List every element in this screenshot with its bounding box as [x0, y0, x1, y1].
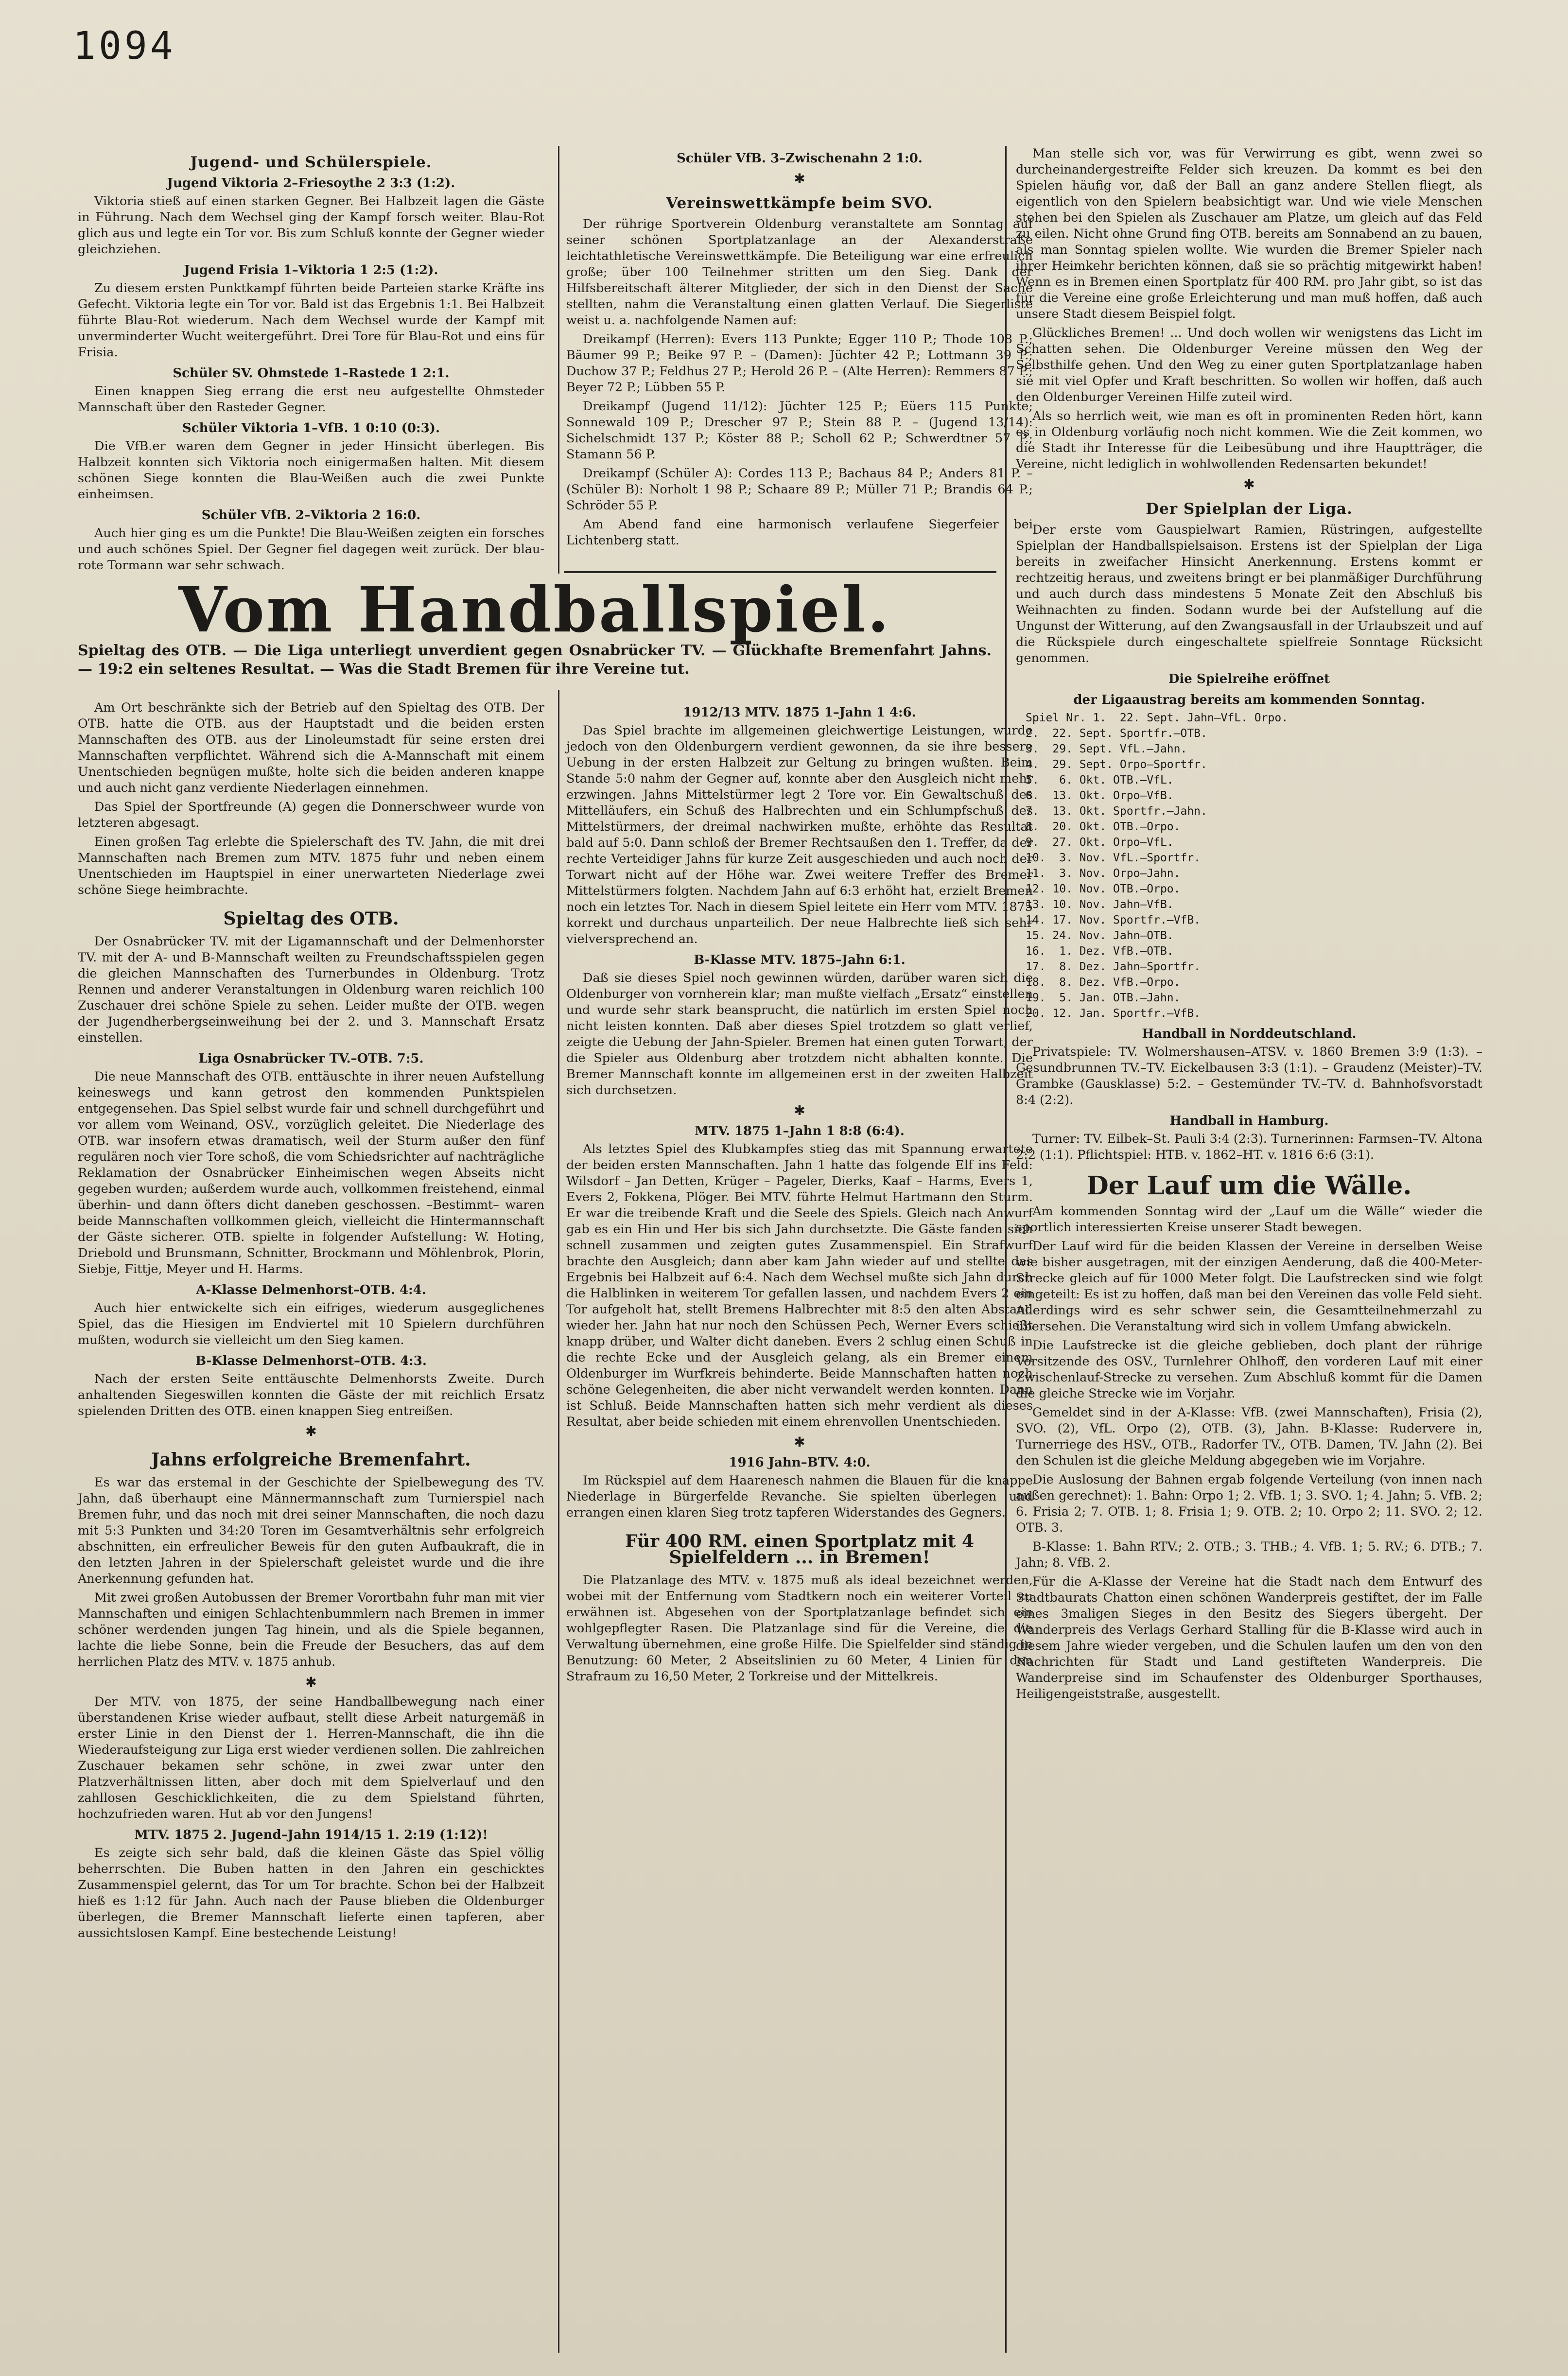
section-title: Jahns erfolgreiche Bremenfahrt.: [151, 1450, 471, 1470]
schedule-row: 20. 12. Jan. Sportfr.–VfB.: [1026, 1007, 1201, 1020]
game-text: Viktoria stieß auf einen starken Gegner. Bei Halbzeit lagen die Gäste in Führung. Nach dem Wechsel ging der Kampf forsch weiter. Blau-Rot glich aus und legte ein Tor vor. Bis zum Schluß konnte der Gegner wieder gleichziehen.: [78, 194, 544, 257]
left-column-top: [78, 146, 544, 573]
game-text: Auch hier ging es um die Punkte! Die Blau-Weißen zeigten ein forsches und auch schönes Spiel. Der Gegner fiel dagegen weit zurück. Der blau-rote Tormann war sehr schwach.: [78, 526, 544, 573]
column-rule-1: [558, 146, 559, 574]
paragraph: Auch hier entwickelte sich ein eifriges, wiederum ausgeglichenes Spiel, das die Hiesigen im Endviertel mit 10 Spielern durchführen mußten, wodurch sie vielleicht um den Sieg kamen.: [78, 1301, 544, 1347]
schedule-row: 16. 1. Dez. VfB.–OTB.: [1026, 945, 1174, 958]
page-number: 1094: [73, 24, 176, 68]
paragraph: Am Ort beschränkte sich der Betrieb auf den Spieltag des OTB. Der OTB. hatte die OTB. aus der Hauptstadt und die beiden ersten Mannschaften des OTB. aus der Linoleumstadt für seine ersten drei Mannschaften verpflichtet. Während sich die A-Mannschaft mit einem Unentschieden begnügen mußte, holte sich die beiden anderen knappe und auch nicht ganz verdiente Niederlagen einnehmen.: [78, 700, 544, 795]
paragraph: Die Platzanlage des MTV. v. 1875 muß als ideal bezeichnet werden, wobei mit der Entfernung vom Stadtkern noch ein weiterer Vorteil zu erwähnen ist. Abgesehen von der Sportplatzanlage befindet sich ein wohlgepflegter Rasen. Die Platzanlage sind für die Vereine, die die Verwaltung übernehmen, eine große Hilfe. Die Spielfelder sind ständig in Benutzung: 60 Meter, 2 Abseitslinien zu 60 Meter, 4 Linien für den Strafraum zu 16,50 Meter, 2 Torkreise und der Mittelkreis.: [566, 1573, 1033, 1684]
paragraph: Mit zwei großen Autobussen der Bremer Vorortbahn fuhr man mit vier Mannschaften und einigen Schlachtenbummlern nach Bremen in immer schöner werdenden jungen Tag hinein, und als die Spiele begannen, lachte die liebe Sonne, bein die Freude der Besuchers, das auf dem herrlichen Platz des MTV. v. 1875 anhub.: [78, 1590, 544, 1669]
game-title: Schüler VfB. 2–Viktoria 2 16:0.: [201, 508, 421, 523]
banner-rule-top: [564, 571, 996, 573]
section-title: Handball in Hamburg.: [1169, 1114, 1329, 1128]
schedule-list: [1026, 710, 1482, 1021]
paragraph: Es zeigte sich sehr bald, daß die kleinen Gäste das Spiel völlig beherrschten. Die Buben hatten in den Jahren ein geschicktes Zusammenspiel gelernt, das Tor um Tor brachte. Schon bei der Halbzeit hieß es 1:12 für Jahn. Auch nach der Pause blieben die Oldenburger überlegen, die Bremer Mannschaft lieferte einen tapferen, aber aussichtslosen Kampf. Eine bestechende Leistung!: [78, 1846, 544, 1940]
section-title: Handball in Norddeutschland.: [1142, 1027, 1357, 1041]
schedule-row: 17. 8. Dez. Jahn–Sportfr.: [1026, 961, 1201, 973]
paragraph: Nach der ersten Seite enttäuschte Delmenhorsts Zweite. Durch anhaltenden Siegeswillen konnten die Gäste der mit reichlich Ersatz spielenden Dritten des OTB. einen knappen Sieg entreißen.: [78, 1372, 544, 1418]
separator-star: ✱: [305, 1674, 317, 1690]
paragraph: B-Klasse: 1. Bahn RTV.; 2. OTB.; 3. THB.; 4. VfB. 1; 5. RV.; 6. DTB.; 7. Jahn; 8. VfB. 2.: [1016, 1539, 1482, 1570]
paragraph: Der Lauf wird für die beiden Klassen der Vereine in derselben Weise wie bisher ausgetragen, mit der einzigen Aenderung, daß die 400-Meter-Strecke gleich auf für 1000 Meter folgt. Die Laufstrecken sind wie folgt eingeteilt: Es ist zu hoffen, daß man bei den Vereinen das volle Feld sieht. Allerdings wird es sehr schwer sein, die Gesamtteilnehmerzahl zu übersehen. Die Veranstaltung wird sich in vollem Umfang abwickeln.: [1016, 1239, 1482, 1334]
game-title: A-Klasse Delmenhorst–OTB. 4:4.: [196, 1283, 426, 1297]
game-title: 1916 Jahn–BTV. 4:0.: [729, 1455, 871, 1470]
paragraph: Man stelle sich vor, was für Verwirrung es gibt, wenn zwei so durcheinandergestreifte Felder sich kreuzen. Da kommt es bei den Spielen häufig vor, daß der Ball an ganz andere Stellen fliegt, als eigentlich von den Spielern beabsichtigt war. Und wie viele Menschen stehen bei den Spielen als Zuschauer am Platze, um gleich auf das Feld zu eilen. Nicht ohne Grund fing OTB. bereits am Sonnabend an zu bauen, als man Sonntag spielen wollte. Wie wurden die Bremer Spieler nach ihrer Heimkehr berichten können, daß sie so prächtig mitgewirkt haben! Wenn es in Bremen einen Sportplatz für 400 RM. pro Jahr gibt, so ist das für die Vereine eine große Erleichterung und man muß hoffen, daß auch unsere Stadt diesem Beispiel folgt.: [1016, 146, 1482, 321]
schedule-row: 6. 13. Okt. Orpo–VfB.: [1026, 789, 1174, 802]
handball-banner: Vom Handballspiel.: [178, 574, 891, 646]
handball-left-column: [78, 700, 544, 2353]
paragraph: Das Spiel der Sportfreunde (A) gegen die Donnerschweer wurde von letzteren abgesagt.: [78, 800, 544, 830]
game-title: Schüler SV. Ohmstede 1–Rastede 1 2:1.: [173, 366, 450, 381]
schedule-row: 8. 20. Okt. OTB.–Orpo.: [1026, 821, 1181, 833]
schedule-row: 7. 13. Okt. Sportfr.–Jahn.: [1026, 805, 1207, 818]
game-title: Liga Osnabrücker TV.–OTB. 7:5.: [198, 1051, 424, 1066]
separator-star: ✱: [794, 1102, 805, 1118]
game-title: Jugend Frisia 1–Viktoria 1 2:5 (1:2).: [184, 263, 438, 278]
paragraph: Privatspiele: TV. Wolmershausen–ATSV. v. 1860 Bremen 3:9 (1:3). – Gesundbrunnen TV.–TV. Eickelbausen 3:3 (1:1). – Graudenz (Meister)–TV. Grambke (Gausklasse) 5:2. – Gestemünder TV.–TV. d. Bahnhofsvorstadt 8:4 (2:2).: [1016, 1045, 1482, 1107]
separator-star: ✱: [1243, 476, 1255, 492]
paragraph: Als so herrlich weit, wie man es oft in prominenten Reden hört, kann es in Oldenburg vorläufig noch nicht kommen. Wie die Zeit kommen, wo die Stadt ihr Interesse für die Leibesübung und ihre Hauptträger, die Vereine, nicht lediglich in wohlwollenden Redensarten bekundet!: [1016, 409, 1482, 472]
schedule-subtitle: der Ligaaustrag bereits am kommenden Sonntag.: [1073, 693, 1425, 707]
paragraph: Der erste vom Gauspielwart Ramien, Rüstringen, aufgestellte Spielplan der Handballspielsaison. Erstens ist der Spielplan der Liga bereits in zweifacher Hinsicht Anerkennung. Erstens kommt er rechtzeitig heraus, und zweitens bringt er bei planmäßiger Durchführung und auch durch dass mindestens 5 Monate Zeit den Abschluß bis Weihnachten zu finden. Sodann wurde bei der Aufstellung auf die Ungunst der Witterung, auf den Zwangsausfall in der Urlaubszeit und auf die Rückspiele durch eingeschaltete spielfreie Sonntage Rücksicht genommen.: [1016, 523, 1482, 665]
game-text: Die VfB.er waren dem Gegner in jeder Hinsicht überlegen. Bis Halbzeit konnten sich Viktoria noch einigermaßen halten. Mit diesem schönen Siege konnten die Blau-Weißen auch die zwei Punkte einheimsen.: [78, 439, 544, 502]
club-competition-heading: Vereinswettkämpfe beim SVO.: [666, 194, 933, 212]
game-title: B-Klasse MTV. 1875–Jahn 6:1.: [694, 953, 906, 967]
walle-title: Der Lauf um die Wälle.: [1086, 1171, 1412, 1201]
paragraph: Es war das erstemal in der Geschichte der Spielbewegung des TV. Jahn, daß überhaupt eine Männermannschaft zum Turnierspiel nach Bremen fuhr, und das noch mit drei seiner Mannschaften, die noch dazu mit 5:3 Punkten und 34:20 Toren im Gesamtverhältnis sehr erfolgreich abschnitten, ein erfreulicher Beweis für den guten Aufbaukraft, die in den letzten Jahren in der Spielerschaft geleistet wurde und die ihre Anerkennung gefunden hat.: [78, 1475, 544, 1586]
schedule-row: 4. 29. Sept. Orpo–Sportfr.: [1026, 758, 1207, 771]
schedule-row: 11. 3. Nov. Orpo–Jahn.: [1026, 867, 1181, 880]
separator-star: ✱: [305, 1423, 317, 1439]
paragraph: Am Abend fand eine harmonisch verlaufene Siegerfeier bei Lichtenberg statt.: [566, 517, 1033, 548]
schedule-row: 14. 17. Nov. Sportfr.–VfB.: [1026, 914, 1201, 926]
paragraph: Gemeldet sind in der A-Klasse: VfB. (zwei Mannschaften), Frisia (2), SVO. (2), VfL. Orpo (2), OTB. (3), Jahn. B-Klasse: Rudervere in, Turnerriege des HSV., OTB., Radorfer TV., OTB. Damen, TV. Jahn (2). Bei den Schulen ist die gleiche Meldung abgegeben wie im Vorjahre.: [1016, 1405, 1482, 1468]
schedule-row: 15. 24. Nov. Jahn–OTB.: [1026, 929, 1174, 942]
paragraph: Der MTV. von 1875, der seine Handballbewegung nach einer überstandenen Krise wieder aufbaut, stellt diese Arbeit naturgemäß in erster Linie in den Dienst der 1. Herren-Mannschaft, die ihn die Wiederaufsteigung zur Liga erst wieder verdienen sollen. Die zahlreichen Zuschauer bekamen sehr schöne, in zwei zwar unter den Platzverhältnissen litten, aber doch mit dem Spielverlauf und den zahllosen Geschicklichkeiten, die zu dem Spielstand führten, hochzufrieden waren. Hut ab vor den Jungens!: [78, 1695, 544, 1821]
schedule-row: 18. 8. Dez. VfB.–Orpo.: [1026, 976, 1181, 989]
paragraph: Dreikampf (Schüler A): Cordes 113 P.; Bachaus 84 P.; Anders 81 P. – (Schüler B): Norholt 1 98 P.; Schaare 89 P.; Müller 71 P.; Brandis 64 P.; Schröder 55 P.: [566, 466, 1033, 513]
schedule-row: 5. 6. Okt. OTB.–VfL.: [1026, 774, 1174, 786]
game-title: B-Klasse Delmenhorst–OTB. 4:3.: [195, 1354, 427, 1368]
schedule-row: 13. 10. Nov. Jahn–VfB.: [1026, 898, 1174, 911]
game-title: MTV. 1875 2. Jugend–Jahn 1914/15 1. 2:19 (1:12)!: [134, 1828, 488, 1842]
paragraph: Daß sie dieses Spiel noch gewinnen würden, darüber waren sich die Oldenburger von vornherein klar; man mußte vielfach „Ersatz“ einstellen und wurde sehr stark beansprucht, die natürlich im ersten Spiel noch nicht leisten konnten. Daß aber dieses Spiel trotzdem so glatt verlief, zeigte die Uebung der Jahn-Spieler. Bremen hat einen guten Torwart, der die Spieler aus Oldenburg aber trotzdem nicht abhalten konnte. Die Bremer Mannschaft konnte im allgemeinen erst in der zweiten Halbzeit sich durchsetzen.: [566, 971, 1033, 1098]
paragraph: Turner: TV. Eilbek–St. Pauli 3:4 (2:3). Turnerinnen: Farmsen–TV. Altona 2:2 (1:1). Pflichtspiel: HTB. v. 1862–HT. v. 1816 6:6 (3:1).: [1016, 1132, 1482, 1162]
paragraph: Das Spiel brachte im allgemeinen gleichwertige Leistungen, wurde jedoch von den Oldenburgern verdient gewonnen, da sie ihre bessere Uebung in der ersten Halbzeit zur Geltung zu bringen wußten. Beim Stande 5:0 nahm der Gegner auf, konnte aber den Ausgleich nicht mehr erzwingen. Jahns Mittelstürmer legt 2 Tore vor. Ein Gewaltschuß des Mittelläufers, ein Schuß des Halbrechten und ein Schlumpfschuß des Mittelstürmers, der dreimal nachwirken mußte, erhöhte das Resultat bald auf 5:0. Dann schloß der Bremer Rechtsaußen den 1. Treffer, da der rechte Verteidiger Jahns für kurze Zeit ausgeschieden und auch noch der Torwart nicht auf der Höhe war. Zwei weitere Treffer des Bremer Mittelstürmers folgten. Nachdem Jahn auf 6:3 erhöht hat, erzielt Bremen noch ein letztes Tor. Nach in diesem Spiel leitete ein Herr vom MTV. 1875 korrekt und durchaus unparteilich. Der neue Halbrechte ließ sich sehr vielversprechend an.: [566, 723, 1033, 946]
paragraph: Einen großen Tag erlebte die Spielerschaft des TV. Jahn, die mit drei Mannschaften nach Bremen zum MTV. 1875 fuhr und neben einem Unentschieden im Hauptspiel in einer unerwarteten Niederlage zwei schöne Siege heimbrachte.: [78, 835, 544, 897]
paragraph: Glückliches Bremen! ... Und doch wollen wir wenigstens das Licht im Schatten sehen. Die Oldenburger Vereine müssen den Weg der Selbsthilfe gehen. Und den Weg zu einer guten Sportplatzanlage haben sie mit viel Opfer und Kraft beschritten. So wollen wir hoffen, daß auch den Oldenburger Vereinen Hilfe zuteil wird.: [1016, 326, 1482, 404]
schedule-row: 10. 3. Nov. VfL.–Sportfr.: [1026, 852, 1201, 864]
paragraph: Dreikampf (Jugend 11/12): Jüchter 125 P.; Eüers 115 Punkte; Sonnewald 109 P.; Drescher 97 P.; Stein 88 P. – (Jugend 13/14): Sichelschmidt 137 P.; Köster 88 P.; Scholl 62 P.; Schwerdtner 57 P.; Stamann 56 P.: [566, 399, 1033, 462]
paragraph: Im Rückspiel auf dem Haarenesch nahmen die Blauen für die knappe Niederlage in Bürgerfelde Revanche. Sie spielten überlegen und errangen einen klaren Sieg trotz tapferen Widerstandes des Gegners.: [566, 1473, 1033, 1520]
separator-star: ✱: [794, 171, 805, 187]
section-title: Für 400 RM. einen Sportplatz mit 4 Spielfeldern ... in Bremen!: [625, 1531, 974, 1568]
game-text: Zu diesem ersten Punktkampf führten beide Parteien starke Kräfte ins Gefecht. Viktoria legte ein Tor vor. Bald ist das Ergebnis 1:1. Bei Halbzeit führte Blau-Rot wiederum. Nach dem Wechsel wurde der Kampf mit unverminderter Wucht weitergeführt. Drei Tore für Blau-Rot und eins für Frisia.: [78, 281, 544, 360]
section-title: Spieltag des OTB.: [223, 908, 399, 929]
paragraph: Am kommenden Sonntag wird der „Lauf um die Wälle“ wieder die sportlich interessierten Kreise unserer Stadt bewegen.: [1016, 1204, 1482, 1235]
paragraph: Die Laufstrecke ist die gleiche geblieben, doch plant der rührige Vorsitzende des OSV., Turnlehrer Ohlhoff, den vorderen Lauf mit einer Zwischenlauf-Strecke zu versehen. Zum Abschluß kommt für die Damen die gleiche Strecke wie im Vorjahr.: [1016, 1338, 1482, 1401]
schedule-title: Der Spielplan der Liga.: [1146, 500, 1353, 518]
schedule-row: Spiel Nr. 1. 22. Sept. Jahn–VfL. Orpo.: [1026, 712, 1289, 724]
middle-column-top: [566, 146, 1033, 564]
game-title: Jugend Viktoria 2–Friesoythe 2 3:3 (1:2).: [167, 176, 455, 191]
game-text: Einen knappen Sieg errang die erst neu aufgestellte Ohmsteder Mannschaft über den Rasteder Gegner.: [78, 384, 544, 415]
paragraph: Als letztes Spiel des Klubkampfes stieg das mit Spannung erwartete der beiden ersten Mannschaften. Jahn 1 hatte das folgende Elf ins Feld: Wilsdorf – Jan Detten, Krüger – Pageler, Dierks, Kaaf – Harms, Evers 1, Evers 2, Fokkena, Plöger. Bei MTV. führte Helmut Hartmann den Sturm. Er war die treibende Kraft und die Seele des Spiels. Gleich nach Anwurf gab es ein Hin und Her bis sich Jahn durchsetzte. Die Gäste fanden sich schnell zusammen und zeigten gutes Zusammenspiel. Ein Strafwurf brachte den Ausgleich; dann aber kam Jahn wieder auf und stellte das Ergebnis bei Halbzeit auf 6:4. Nach dem Wechsel mußte sich Jahn durch die Halblinken in weiterem Tor gefallen lassen, und nachdem Evers 2 ein Tor aufgeholt hat, stellt Bremens Halbrechter mit 8:5 den alten Abstand wieder her. Jahn hat nur noch den Schüssen Pech, Werner Evers schießt knapp drüber, und Walter dicht daneben. Evers 2 schlug einen Schuß in die rechte Ecke und der Ausgleich gelang, als ein Bremer einem Oldenburger im Wurfkreis behinderte. Beide Mannschaften hatten noch schöne Gelegenheiten, die aber nicht verwandelt werden konnten. Dann ist Schluß. Beide Mannschaften hatten sich mehr verdient als dieses Resultat, aber beide schieden mit einem ehrenvollen Unentschieden.: [566, 1142, 1033, 1429]
paragraph: Die neue Mannschaft des OTB. enttäuschte in ihrer neuen Aufstellung keineswegs und kann getrost den kommenden Punktspielen entgegensehen. Das Spiel selbst wurde fair und schnell durchgeführt und vor allem vom Weinand, OSV., vorzüglich geleitet. Die Niederlage des OTB. war insofern etwas dramatisch, weil der Sturm außer den fünf regulären noch vier Tore schoß, die vom Schiedsrichter auf nachträgliche Reklamation der Osnabrücker Einheimischen wegen Abseits nicht gegeben wurden; außerdem wurde auch, vollkommen freistehend, einmal überhin- und dann öfters dicht daneben geschossen. –Bestimmt– waren beide Mannschaften vollkommen gleich, vielleicht die Hintermannschaft der Gäste sicherer. OTB. spielte in folgender Aufstellung: W. Hoting, Driebold und Brunsmann, Schnitter, Brockmann und Möhlenbrok, Plorin, Siebje, Fittje, Meyer und H. Harms.: [78, 1069, 544, 1276]
schedule-row: 3. 29. Sept. VfL.–Jahn.: [1026, 743, 1187, 755]
game-title: MTV. 1875 1–Jahn 1 8:8 (6:4).: [695, 1124, 905, 1138]
right-column: [1016, 146, 1482, 2353]
paragraph: Der rührige Sportverein Oldenburg veranstaltete am Sonntag auf seiner schönen Sportplatzanlage an der Alexanderstraße leichtathletische Vereinswettkämpfe. Die Beteiligung war eine erfreulich große; über 100 Teilnehmer stritten um den Sieg. Dank der Hilfsbereitschaft älterer Mitglieder, der sich in den Dienst der Sache stellten, nahm die Veranstaltung einen glatten Verlauf. Die Siegerliste weist u. a. nachfolgende Namen auf:: [566, 217, 1033, 328]
youth-heading: Jugend- und Schülerspiele.: [190, 154, 432, 171]
column-rule-1b: [558, 690, 559, 2353]
separator-star: ✱: [794, 1434, 805, 1450]
game-title: 1912/13 MTV. 1875 1–Jahn 1 4:6.: [683, 705, 916, 720]
result-line: Schüler VfB. 3–Zwischenahn 2 1:0.: [677, 151, 923, 166]
schedule-row: 12. 10. Nov. OTB.–Orpo.: [1026, 883, 1181, 895]
game-title: Schüler Viktoria 1–VfB. 1 0:10 (0:3).: [182, 421, 440, 436]
paragraph: Der Osnabrücker TV. mit der Ligamannschaft und der Delmenhorster TV. mit der A- und B-Mannschaft weilten zu Freundschaftsspielen gegen die gleichen Mannschaften des Turnerbundes in Oldenburg. Trotz Rennen und anderer Veranstaltungen in Oldenburg waren reichlich 100 Zuschauer drei schöne Spiele zu sehen. Leider mußte der OTB. wegen der Jugendherbergseinweihung bei der 2. und 3. Mannschaft Ersatz einstellen.: [78, 934, 544, 1045]
handball-headline: Spieltag des OTB. — Die Liga unterliegt unverdient gegen Osnabrücker TV. — Glückhafte Bremenfahrt Jahns. — 19:2 ein seltenes Resultat. — Was die Stadt Bremen für ihre Vereine tut.: [78, 642, 992, 678]
schedule-row: 2. 22. Sept. Sportfr.–OTB.: [1026, 727, 1207, 740]
paragraph: Für die A-Klasse der Vereine hat die Stadt nach dem Entwurf des Stadtbaurats Chatton einen schönen Wanderpreis gestiftet, der im Falle eines 3maligen Sieges in den Besitz des Siegers übergeht. Der Wanderpreis des Verlags Gerhard Stalling für die B-Klasse wird auch in diesem Jahre wieder vergeben, und die Schulen laufen um den von den Nachrichten für Stadt und Land gestifteten Wanderpreis. Die Wanderpreise sind im Schaufenster des Oldenburger Sporthauses, Heiligengeiststraße, ausgestellt.: [1016, 1574, 1482, 1701]
paragraph: Dreikampf (Herren): Evers 113 Punkte; Egger 110 P.; Thode 108 P.; Bäumer 99 P.; Beike 97 P. – (Damen): Jüchter 42 P.; Lottmann 39 P.; Duchow 37 P.; Feldhus 27 P.; Herold 26 P. – (Alte Herren): Remmers 87 P.; Beyer 72 P.; Lübben 55 P.: [566, 332, 1033, 395]
schedule-intro: Die Spielreihe eröffnet: [1168, 672, 1330, 686]
paragraph: Die Auslosung der Bahnen ergab folgende Verteilung (von innen nach außen gerechnet): 1. Bahn: Orpo 1; 2. VfB. 1; 3. SVO. 1; 4. Jahn; 5. VfB. 2; 6. Frisia 2; 7. OTB. 1; 8. Frisia 1; 9. OTB. 2; 10. Orpo 2; 11. SVO. 2; 12. OTB. 3.: [1016, 1472, 1482, 1535]
schedule-row: 19. 5. Jan. OTB.–Jahn.: [1026, 992, 1181, 1004]
schedule-row: 9. 27. Okt. Orpo–VfL.: [1026, 836, 1174, 849]
handball-middle-column: [566, 700, 1033, 2353]
